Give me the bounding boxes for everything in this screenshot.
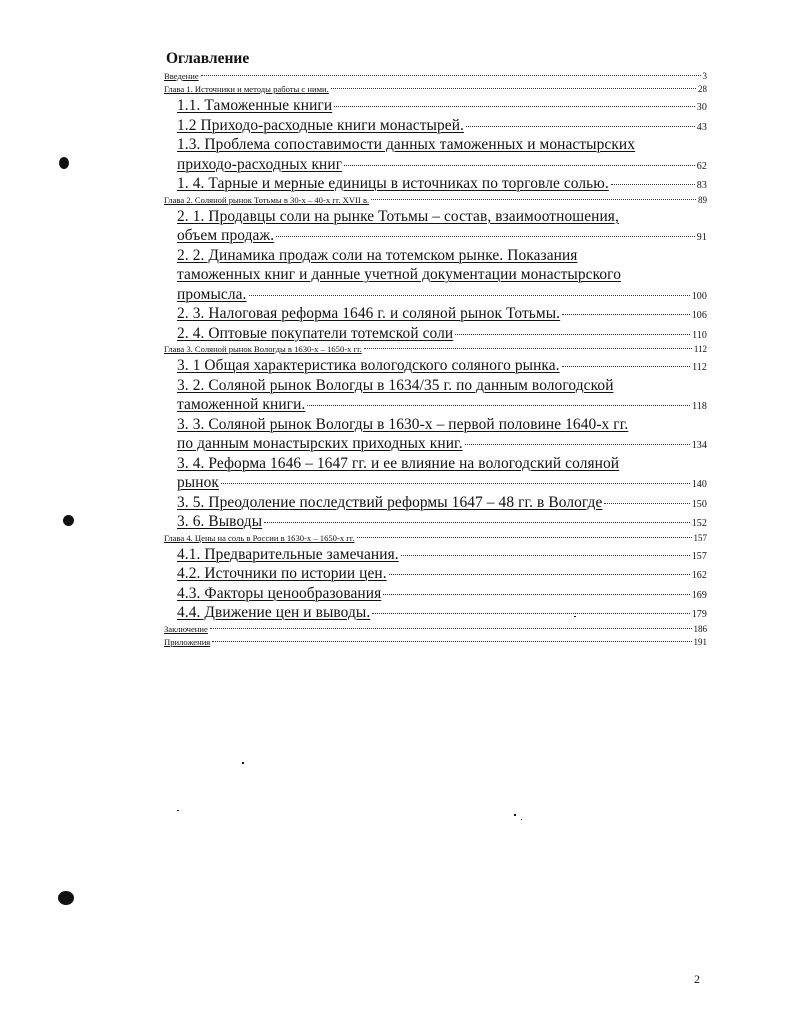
toc-entry-line xyxy=(177,324,707,344)
toc-entry-text: 2. 2. Динамика продаж соли на тотемском рынке. Показания xyxy=(177,246,578,264)
toc-page-ref: 118 xyxy=(692,401,707,412)
dot-leader xyxy=(562,366,690,367)
dot-leader xyxy=(344,165,695,166)
toc-entry-text: 2. 1. Продавцы соли на рынке Тотьмы – состав, взаимоотношения, xyxy=(177,207,619,225)
dot-leader xyxy=(331,88,696,89)
toc-entry-text: Глава 4. Цены на соль в России в 1630-х – 1650-х гг. xyxy=(164,532,355,543)
toc-entry-text: 1.2 Приходо-расходные книги монастырей. xyxy=(177,116,465,134)
toc-page-ref: 30 xyxy=(696,102,707,113)
toc-entry-line xyxy=(177,545,707,565)
ink-blot xyxy=(63,515,74,526)
toc-chapter-entry[interactable] xyxy=(164,343,707,356)
toc-entry-line xyxy=(164,70,707,83)
toc-section-entry[interactable] xyxy=(164,356,707,376)
toc-entry-text: рынок xyxy=(177,474,219,491)
toc-chapter-entry[interactable] xyxy=(164,194,707,207)
toc-entry-text: приходо-расходных книг xyxy=(177,155,343,173)
toc-section-entry[interactable] xyxy=(164,603,707,623)
toc-page-ref: 157 xyxy=(691,550,707,562)
toc-entry-line xyxy=(177,584,707,604)
toc-entry-text: Приложения xyxy=(164,636,211,647)
toc-page-ref: 106 xyxy=(691,310,707,321)
toc-entry-text: 3. 1 Общая характеристика вологодского соляного рынка. xyxy=(177,357,560,374)
toc-entry-text: 2. 3. Налоговая реформа 1646 г. и соляной рынок Тотьмы. xyxy=(177,305,561,322)
dot-leader xyxy=(604,503,689,504)
scan-speck xyxy=(177,810,179,811)
dot-leader xyxy=(307,405,690,406)
dot-leader xyxy=(372,613,689,614)
toc-entry-line xyxy=(177,395,707,415)
toc-section-entry[interactable] xyxy=(164,584,707,604)
toc-page-ref: 150 xyxy=(691,498,707,510)
toc-entry-text: таможенных книг и данные учетной документации монастырского xyxy=(177,266,621,283)
toc-page-ref: 91 xyxy=(696,232,707,243)
toc-section-entry[interactable] xyxy=(164,454,707,493)
toc-entry-line xyxy=(177,454,707,474)
dot-leader xyxy=(334,106,695,107)
toc-section-entry[interactable] xyxy=(164,512,707,532)
toc-entry-line xyxy=(177,603,707,623)
toc-section-entry[interactable] xyxy=(164,135,707,174)
toc-chapter-entry[interactable] xyxy=(164,636,707,649)
toc-page-ref: 112 xyxy=(692,362,707,373)
scan-speck xyxy=(521,819,522,820)
toc-entry-line xyxy=(177,207,707,227)
toc-entry-text: промысла. xyxy=(177,285,247,303)
toc-page-ref: 110 xyxy=(692,329,707,341)
toc-entry-line xyxy=(164,194,707,207)
toc-page-ref: 134 xyxy=(691,440,707,451)
toc-title: Оглавление xyxy=(166,50,250,67)
toc-section-entry[interactable] xyxy=(164,96,707,116)
toc-entry-text: объем продаж. xyxy=(177,227,275,244)
toc-entry-line xyxy=(177,135,707,155)
page-number: 2 xyxy=(694,972,700,986)
dot-leader xyxy=(466,126,695,127)
toc-entry-line xyxy=(164,623,707,636)
toc-entry-line xyxy=(177,356,707,376)
toc-entry-line xyxy=(177,265,707,285)
toc-page-ref: 83 xyxy=(696,180,707,191)
toc-entry-text: 4.1. Предварительные замечания. xyxy=(177,545,399,563)
toc-entry-text: 3. 4. Реформа 1646 – 1647 гг. и ее влияние на вологодский соляной xyxy=(177,454,620,472)
toc-entry-line xyxy=(164,532,707,545)
toc-entry-line xyxy=(177,304,707,324)
ink-blot xyxy=(58,891,74,905)
toc-page-ref: 3 xyxy=(702,71,707,81)
toc-page-ref: 162 xyxy=(691,570,707,581)
toc-section-entry[interactable] xyxy=(164,493,707,513)
toc-section-entry[interactable] xyxy=(164,415,707,454)
toc-entry-line xyxy=(177,285,707,305)
dot-leader xyxy=(210,628,692,629)
toc-entry-line xyxy=(177,116,707,136)
toc-entry-text: Глава 3. Соляной рынок Вологды в 1630-х – 1650-х гг. xyxy=(164,344,362,354)
dot-leader xyxy=(562,314,690,315)
toc-entry-text: 3. 3. Соляной рынок Вологды в 1630-х – первой половине 1640-х гг. xyxy=(177,415,629,433)
table-of-contents xyxy=(164,70,707,649)
scan-speck xyxy=(242,762,244,764)
dot-leader xyxy=(455,334,690,335)
toc-entry-line xyxy=(164,636,707,649)
toc-entry-text: 4.4. Движение цен и выводы. xyxy=(177,604,371,621)
toc-entry-text: Введение xyxy=(164,71,199,81)
dot-leader xyxy=(249,295,690,296)
toc-chapter-entry[interactable] xyxy=(164,83,707,96)
toc-entry-line xyxy=(177,564,707,584)
toc-entry-line xyxy=(164,83,707,96)
toc-entry-text: 4.3. Факторы ценообразования xyxy=(177,584,382,602)
toc-entry-text: 4.2. Источники по истории цен. xyxy=(177,565,387,582)
dot-leader xyxy=(357,537,692,538)
dot-leader xyxy=(364,348,692,349)
toc-entry-text: 1.1. Таможенные книги xyxy=(177,97,333,114)
toc-entry-text: 1.3. Проблема сопоставимости данных таможенных и монастырских xyxy=(177,136,636,153)
scan-speck xyxy=(514,814,516,816)
dot-leader xyxy=(465,444,690,445)
toc-section-entry[interactable] xyxy=(164,304,707,324)
dot-leader xyxy=(389,574,690,575)
dot-leader xyxy=(221,483,690,484)
toc-page-ref: 43 xyxy=(696,121,707,133)
toc-entry-line xyxy=(164,343,707,356)
toc-entry-line xyxy=(177,376,707,396)
toc-section-entry[interactable] xyxy=(164,207,707,246)
toc-entry-line xyxy=(177,493,707,513)
dot-leader xyxy=(401,555,690,556)
dot-leader xyxy=(371,199,696,200)
toc-page-ref: 191 xyxy=(693,636,707,647)
toc-entry-text: 3. 2. Соляной рынок Вологды в 1634/35 г. по данным вологодской xyxy=(177,376,614,394)
toc-entry-line xyxy=(177,512,707,532)
toc-entry-text: Заключение xyxy=(164,623,208,634)
toc-chapter-entry[interactable] xyxy=(164,623,707,636)
toc-entry-line xyxy=(177,155,707,175)
toc-entry-line xyxy=(177,473,707,493)
dot-leader xyxy=(611,184,695,185)
dot-leader xyxy=(201,75,701,76)
toc-entry-line xyxy=(177,174,707,194)
dot-leader xyxy=(276,236,695,237)
toc-entry-text: по данным монастырских приходных книг. xyxy=(177,435,463,452)
dot-leader xyxy=(264,522,690,523)
toc-entry-text: 2. 4. Оптовые покупатели тотемской соли xyxy=(177,324,454,342)
toc-entry-text: 3. 5. Преодоление последствий реформы 1647 – 48 гг. в Вологде xyxy=(177,493,603,511)
toc-section-entry[interactable] xyxy=(164,116,707,136)
ink-blot xyxy=(59,157,69,169)
toc-entry-text: 3. 6. Выводы xyxy=(177,513,263,530)
toc-entry-text: таможенной книги. xyxy=(177,396,306,413)
toc-page-ref: 62 xyxy=(696,160,707,172)
toc-entry-line xyxy=(177,415,707,435)
toc-section-entry[interactable] xyxy=(164,174,707,194)
toc-page-ref: 169 xyxy=(691,589,707,601)
dot-leader xyxy=(212,641,691,642)
toc-entry-line xyxy=(177,226,707,246)
toc-entry-text: Глава 1. Источники и методы работы с ними. xyxy=(164,84,329,94)
toc-section-entry[interactable] xyxy=(164,246,707,305)
toc-page-ref: 152 xyxy=(691,518,707,529)
toc-entry-text: Глава 2. Соляной рынок Тотьмы в 30-х – 40-х гг. XVII в. xyxy=(164,194,370,205)
toc-chapter-entry[interactable] xyxy=(164,532,707,545)
dot-leader xyxy=(383,594,689,595)
toc-section-entry[interactable] xyxy=(164,376,707,415)
toc-entry-line xyxy=(177,246,707,266)
toc-entry-line xyxy=(177,96,707,116)
toc-entry-line xyxy=(177,434,707,454)
toc-section-entry[interactable] xyxy=(164,564,707,584)
toc-page-ref: 157 xyxy=(693,532,707,543)
toc-section-entry[interactable] xyxy=(164,324,707,344)
toc-page-ref: 112 xyxy=(693,344,707,354)
toc-page-ref: 28 xyxy=(698,84,707,94)
toc-section-entry[interactable] xyxy=(164,545,707,565)
toc-chapter-entry[interactable] xyxy=(164,70,707,83)
toc-page-ref: 89 xyxy=(698,194,707,205)
toc-page-ref: 140 xyxy=(691,479,707,490)
toc-page-ref: 100 xyxy=(691,290,707,302)
toc-page-ref: 186 xyxy=(693,623,707,634)
toc-page-ref: 179 xyxy=(691,609,707,620)
toc-entry-text: 1. 4. Тарные и мерные единицы в источниках по торговле солью. xyxy=(177,175,609,192)
scan-speck xyxy=(574,616,576,617)
